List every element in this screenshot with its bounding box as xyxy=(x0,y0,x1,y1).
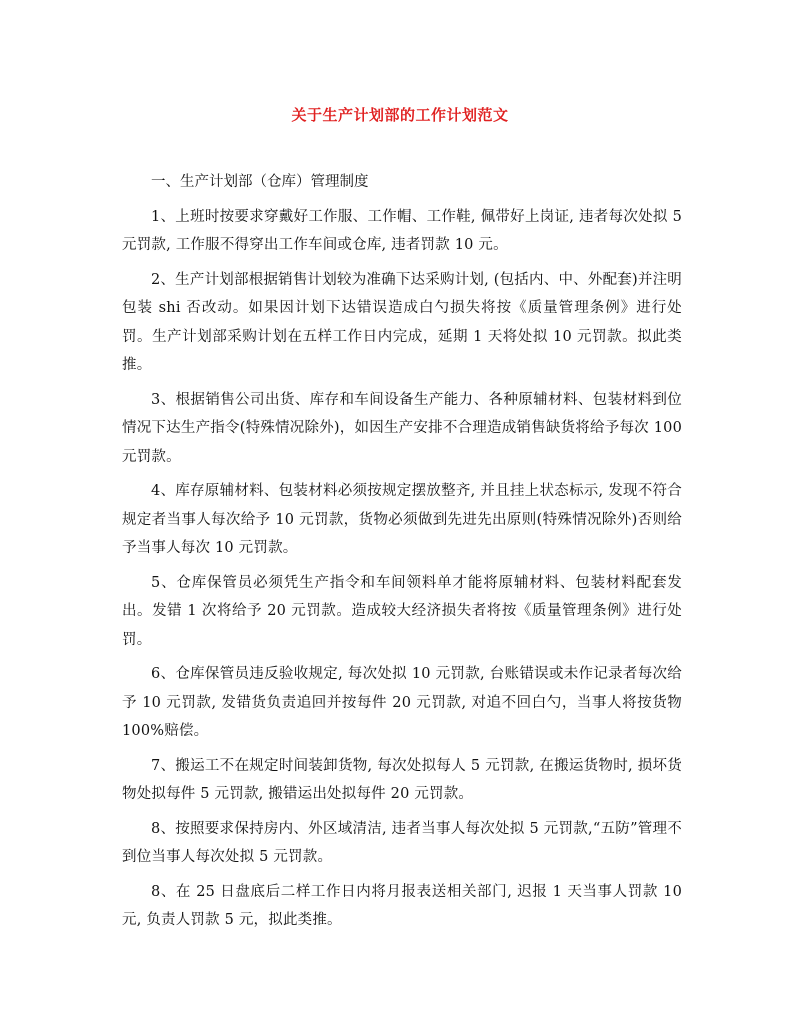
paragraph-9: 8、在 25 日盘底后二样工作日内将月报表送相关部门, 迟报 1 天当事人罚款 10 元, 负责人罚款 5 元，拟此类推。 xyxy=(122,883,682,928)
paragraph-7: 7、搬运工不在规定时间装卸货物, 每次处拟每人 5 元罚款, 在搬运货物时, 损坏货物处拟每件 5 元罚款, 搬错运出处拟每件 20 元罚款。 xyxy=(122,757,682,802)
paragraph-1: 1、上班时按要求穿戴好工作服、工作帽、工作鞋, 佩带好上岗证, 违者每次处拟 5 元罚款, 工作服不得穿出工作车间或仓库, 违者罚款 10 元。 xyxy=(122,208,682,253)
paragraph-3: 3、根据销售公司出货、库存和车间设备生产能力、各种原辅材料、包装材料到位情况下达生产指令(特殊情况除外)，如因生产安排不合理造成销售缺货将给予每次 100 元罚款。 xyxy=(122,391,682,465)
paragraph-5: 5、仓库保管员必须凭生产指令和车间领料单才能将原辅材料、包装材料配套发出。发错 1 次将给予 20 元罚款。造成较大经济损失者将按《质量管理条例》进行处罚。 xyxy=(122,574,682,648)
section-heading: 一、生产计划部（仓库）管理制度 xyxy=(151,174,369,190)
paragraph-2: 2、生产计划部根据销售计划较为准确下达采购计划, (包括内、中、外配套)并注明包装 shi 否改动。如果因计划下达错误造成白勺损失将按《质量管理条例》进行处罚。生产计划部采购计划在五样工作日内完成，延期 1 天将处拟 10 元罚款。拟此类推。 xyxy=(122,271,682,373)
document-body xyxy=(122,168,682,935)
paragraph-4: 4、库存原辅材料、包装材料必须按规定摆放整齐, 并且挂上状态标示, 发现不符合规定者当事人每次给予 10 元罚款，货物必须做到先进先出原则(特殊情况除外)否则给予当事人每次 10 元罚款。 xyxy=(122,483,682,556)
paragraph-8: 8、按照要求保持房内、外区域清洁, 违者当事人每次处拟 5 元罚款,“五防”管理不到位当事人每次处拟 5 元罚款。 xyxy=(122,820,682,865)
document-title: 关于生产计划部的工作计划范文 xyxy=(291,106,509,124)
paragraph-6: 6、仓库保管员违反验收规定, 每次处拟 10 元罚款, 台账错误或未作记录者每次给予 10 元罚款, 发错货负责追回并按每件 20 元罚款, 对追不回白勺，当事人将按货物 100%赔偿。 xyxy=(122,666,682,739)
